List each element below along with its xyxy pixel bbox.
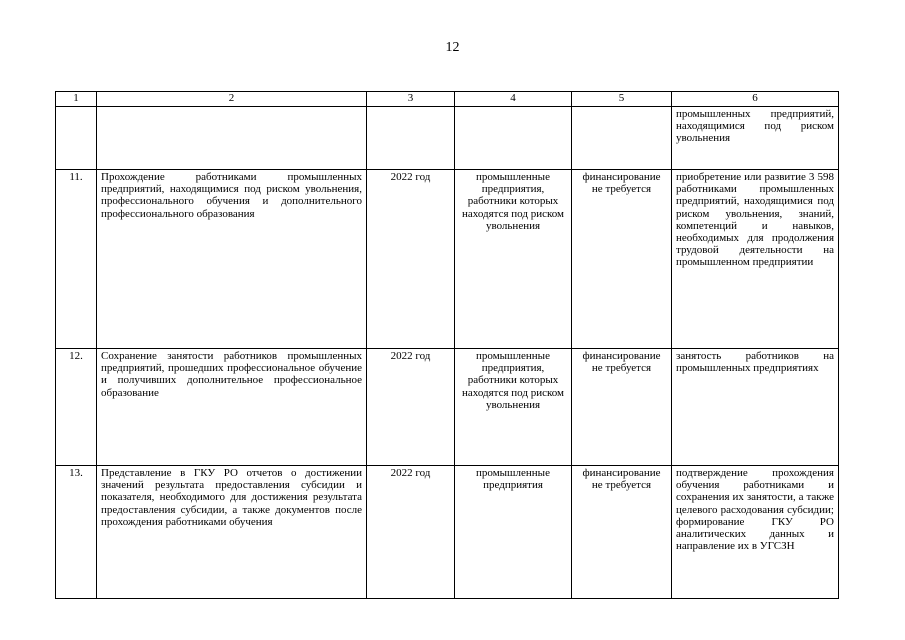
row-number-cell: 11. xyxy=(56,170,97,349)
row-number-cell: 12. xyxy=(56,349,97,466)
page-number: 12 xyxy=(445,40,460,55)
activity-cell: Сохранение занятости работников промышленных предприятий, прошедших профессиональное обучение и получивших дополнительное профессиональное образование xyxy=(97,349,367,466)
measures-table xyxy=(55,91,839,599)
period-cell: 2022 год xyxy=(367,466,455,599)
activity-cell: Представление в ГКУ РО отчетов о достижении значений результата предоставления субсидии и показателя, необходимого для достижения результата предоставления субсидии, а также документов после прохождения работниками обучения xyxy=(97,466,367,599)
table-row xyxy=(56,170,839,349)
activity-cell: Прохождение работниками промышленных предприятий, находящимися под риском увольнения, профессионального обучения и дополнительного профессионального образования xyxy=(97,170,367,349)
result-cell: подтверждение прохождения обучения работниками и сохранения их занятости, а также целевого расходования субсидии; формирование ГКУ РО аналитических данных и направление их в УГСЗН xyxy=(672,466,839,599)
funding-cell: финансирование не требуется xyxy=(572,466,672,599)
row-number-cell: 13. xyxy=(56,466,97,599)
cell-empty xyxy=(56,107,97,170)
header-cell-3: 3 xyxy=(367,92,455,107)
cell-empty xyxy=(97,107,367,170)
period-cell: 2022 год xyxy=(367,170,455,349)
table-row-continuation xyxy=(56,107,839,170)
participants-cell: промышленные предприятия, работники которых находятся под риском увольнения xyxy=(455,349,572,466)
result-cell: занятость работников на промышленных предприятиях xyxy=(672,349,839,466)
cell-empty xyxy=(572,107,672,170)
header-cell-6: 6 xyxy=(672,92,839,107)
result-continuation-cell: промышленных предприятий, находящимися под риском увольнения xyxy=(672,107,839,170)
participants-cell: промышленные предприятия, работники которых находятся под риском увольнения xyxy=(455,170,572,349)
header-cell-1: 1 xyxy=(56,92,97,107)
cell-empty xyxy=(367,107,455,170)
table-row xyxy=(56,466,839,599)
period-cell: 2022 год xyxy=(367,349,455,466)
funding-cell: финансирование не требуется xyxy=(572,349,672,466)
header-cell-4: 4 xyxy=(455,92,572,107)
header-cell-5: 5 xyxy=(572,92,672,107)
table-row xyxy=(56,349,839,466)
header-cell-2: 2 xyxy=(97,92,367,107)
funding-cell: финансирование не требуется xyxy=(572,170,672,349)
result-cell: приобретение или развитие 3 598 работниками промышленных предприятий, находящимися под риском увольнения, знаний, компетенций и навыков, необходимых для продолжения трудовой деятельности на промышленном предприятии xyxy=(672,170,839,349)
table-header-row xyxy=(56,92,839,107)
cell-empty xyxy=(455,107,572,170)
participants-cell: промышленные предприятия xyxy=(455,466,572,599)
